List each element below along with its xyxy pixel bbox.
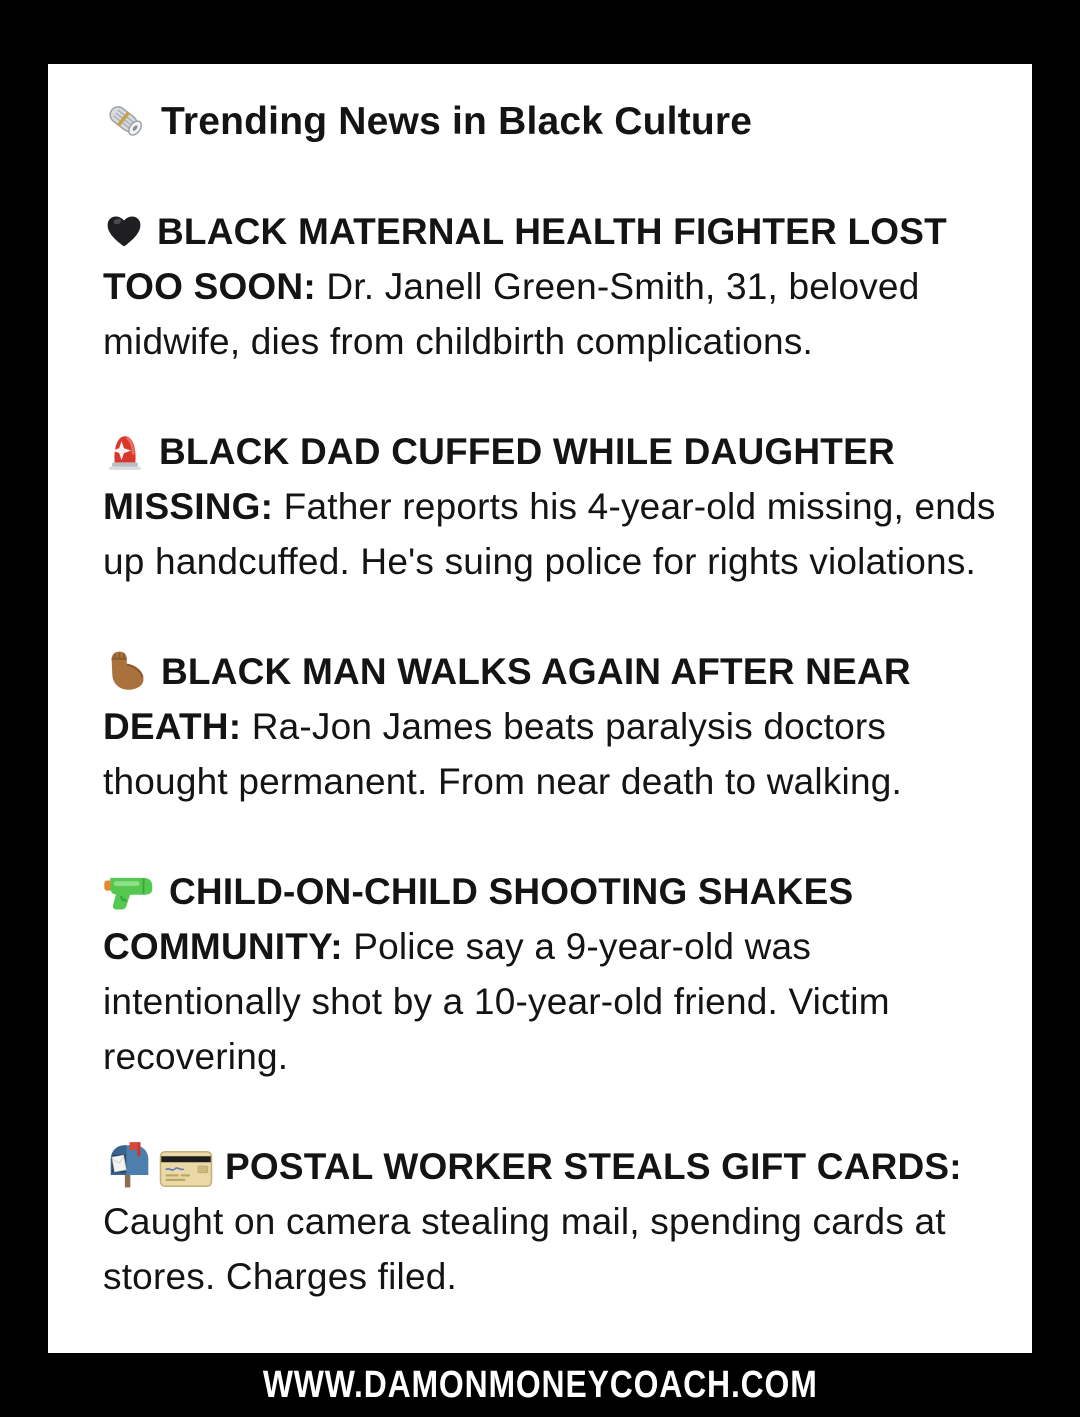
water-pistol-icon [103, 870, 157, 914]
footer [0, 1353, 1080, 1417]
body-text: Police say a 9-year-old was intentionally shot by a 10-year-old friend. Victim recovering. [103, 926, 890, 1077]
black-heart-icon [103, 209, 145, 251]
body-text: Caught on camera stealing mail, spending cards at stores. Charges filed. [103, 1201, 946, 1297]
headline-text: CHILD-ON-CHILD SHOOTING SHAKES COMMUNITY: [103, 871, 854, 967]
news-item [103, 424, 1004, 589]
website-url: WWW.DAMONMONEYCOACH.COM [262, 1363, 818, 1406]
news-card [48, 64, 1032, 1353]
news-item [103, 864, 1004, 1084]
body-text: Ra-Jon James beats paralysis doctors thought permanent. From near death to walking. [103, 706, 902, 802]
title-text: Trending News in Black Culture [161, 100, 753, 143]
body-text: Father reports his 4-year-old missing, ends up handcuffed. He's suing police for rights violations. [103, 486, 996, 582]
newspaper-icon [103, 98, 149, 144]
headline-text: BLACK MAN WALKS AGAIN AFTER NEAR DEATH: [103, 651, 911, 747]
headline-text: BLACK MATERNAL HEALTH FIGHTER LOST TOO SOON: [103, 211, 947, 307]
flexed-biceps-icon [103, 648, 149, 694]
headline-text: BLACK DAD CUFFED WHILE DAUGHTER MISSING: [103, 431, 895, 527]
credit-card-icon [159, 1149, 213, 1189]
news-item [103, 204, 1004, 369]
police-light-icon [103, 430, 147, 474]
mailbox-icon [103, 1139, 153, 1189]
body-text: Dr. Janell Green-Smith, 31, beloved midwife, dies from childbirth complications. [103, 266, 920, 362]
headline-text: POSTAL WORKER STEALS GIFT CARDS: [225, 1146, 962, 1187]
news-item [103, 1139, 1004, 1304]
page-title [103, 94, 1004, 149]
news-item [103, 644, 1004, 809]
